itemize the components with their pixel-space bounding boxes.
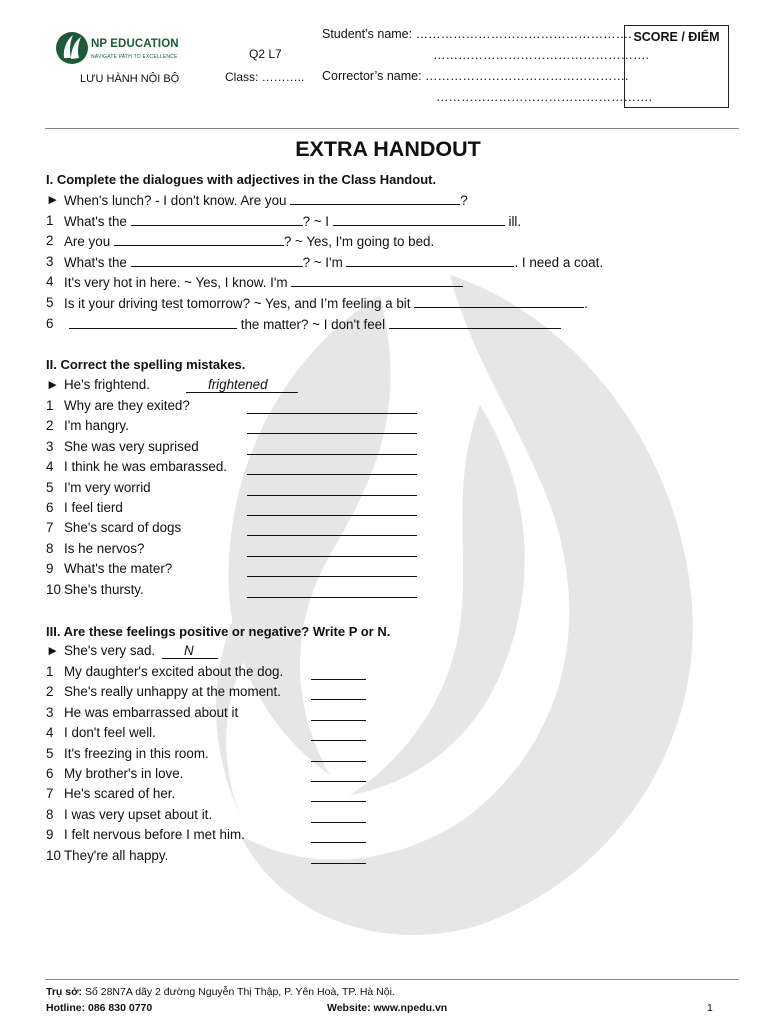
section2-item-text: I'm hangry. xyxy=(64,418,129,434)
section2-example-answer: frightened xyxy=(186,377,298,392)
footer-hotline: Hotline: 086 830 0770 xyxy=(46,1002,153,1014)
score-label: SCORE / ĐIỂM xyxy=(633,30,720,44)
class-field[interactable]: Class: ……….. xyxy=(225,70,305,84)
class-code: Q2 L7 xyxy=(249,47,282,61)
answer-blank[interactable] xyxy=(311,679,366,680)
item-number: 1 xyxy=(46,664,54,679)
answer-blank[interactable] xyxy=(290,192,460,205)
section3-item-text: My daughter's excited about the dog. xyxy=(64,664,284,679)
item-number: 8 xyxy=(46,540,54,556)
answer-blank[interactable] xyxy=(311,822,366,823)
footer-divider xyxy=(45,979,739,980)
item-number: 2 xyxy=(46,684,54,700)
score-box[interactable] xyxy=(624,25,729,108)
footer-address: Trụ sở: Số 28N7A dãy 2 đường Nguyễn Thị Thập, P. Yên Hoà, TP. Hà Nội. xyxy=(46,986,395,998)
item-number: 3 xyxy=(46,254,54,269)
item-number: 6 xyxy=(46,766,54,781)
section1-example: When's lunch? - I don't know. Are you ? xyxy=(64,193,468,208)
answer-blank[interactable] xyxy=(311,801,366,802)
answer-blank[interactable] xyxy=(311,761,366,762)
section1-item: It's very hot in here. ~ Yes, I know. I'm xyxy=(64,274,463,290)
section3-item-text: He's scared of her. xyxy=(64,786,176,802)
section2-example: He's frightend. xyxy=(64,377,150,392)
section2-item-text: Is he nervos? xyxy=(64,540,145,556)
item-number: 4 xyxy=(46,274,54,289)
item-number: 5 xyxy=(46,479,54,495)
section2-item-text: Why are they exited? xyxy=(64,398,190,413)
item-number: 9 xyxy=(46,827,54,843)
section2-item-text: I'm very worrid xyxy=(64,479,151,495)
student-name-field-cont[interactable]: ……………………………………………. xyxy=(433,48,649,62)
answer-blank[interactable] xyxy=(131,213,303,226)
brand-name: NP EDUCATION xyxy=(91,38,179,50)
footer-website[interactable]: Website: www.npedu.vn xyxy=(327,1002,448,1014)
answer-blank[interactable] xyxy=(69,316,237,329)
section1-item: Is it your driving test tomorrow? ~ Yes, and I’m feeling a bit . xyxy=(64,296,588,311)
section1-heading: I. Complete the dialogues with adjectives in the Class Handout. xyxy=(46,172,437,187)
answer-blank[interactable] xyxy=(311,781,366,782)
answer-blank[interactable] xyxy=(311,740,366,741)
answer-blank[interactable] xyxy=(291,274,463,287)
example-marker: ► xyxy=(46,643,60,658)
header-divider xyxy=(45,128,739,129)
answer-blank[interactable] xyxy=(114,233,284,246)
section3-item-text: It's freezing in this room. xyxy=(64,745,209,761)
np-education-leaf-icon xyxy=(55,30,89,66)
item-number: 5 xyxy=(46,745,54,761)
page-number: 1 xyxy=(707,1002,713,1014)
answer-blank[interactable] xyxy=(247,454,417,455)
answer-blank[interactable] xyxy=(247,556,417,557)
item-number: 1 xyxy=(46,213,54,228)
item-number: 3 xyxy=(46,704,54,720)
answer-blank[interactable] xyxy=(311,720,366,721)
page-title: EXTRA HANDOUT xyxy=(295,137,481,161)
section2-item-text: She's thursty. xyxy=(64,581,144,597)
answer-blank[interactable] xyxy=(247,495,417,496)
item-number: 7 xyxy=(46,786,54,802)
answer-blank[interactable] xyxy=(247,515,417,516)
section1-item: What's the ? ~ I ill. xyxy=(64,214,522,229)
corrector-name-field[interactable]: Corrector’s name: …………………………………………. xyxy=(322,69,629,83)
answer-blank[interactable] xyxy=(346,254,514,267)
section2-item-text: She's scard of dogs xyxy=(64,520,182,536)
item-number: 8 xyxy=(46,806,54,822)
item-number: 10 xyxy=(46,581,61,597)
item-number: 6 xyxy=(46,500,54,515)
section3-item-text: They're all happy. xyxy=(64,847,169,863)
item-number: 4 xyxy=(46,725,54,741)
corrector-name-field-cont[interactable]: ……………………………………………. xyxy=(436,90,652,104)
section3-item-text: He was embarrassed about it xyxy=(64,704,239,720)
answer-blank[interactable] xyxy=(247,597,417,598)
answer-blank[interactable] xyxy=(247,576,417,577)
section1-item: Are you ? ~ Yes, I'm going to bed. xyxy=(64,234,435,249)
section3-item-text: She's really unhappy at the moment. xyxy=(64,684,281,700)
internal-circulation-label: LƯU HÀNH NỘI BỘ xyxy=(80,73,180,85)
section1-item: the matter? ~ I don't feel xyxy=(69,316,561,332)
section1-item: What's the ? ~ I'm . I need a coat. xyxy=(64,255,604,270)
item-number: 7 xyxy=(46,520,54,536)
item-number: 9 xyxy=(46,561,54,577)
section3-item-text: I don't feel well. xyxy=(64,725,156,741)
section3-heading: III. Are these feelings positive or negative? Write P or N. xyxy=(46,624,391,639)
answer-blank[interactable] xyxy=(131,254,303,267)
answer-blank[interactable] xyxy=(311,699,366,700)
section3-item-text: I was very upset about it. xyxy=(64,806,213,822)
section2-item-text: She was very suprised xyxy=(64,438,199,454)
example-marker: ► xyxy=(46,192,60,207)
answer-blank[interactable] xyxy=(247,474,417,475)
answer-blank[interactable] xyxy=(414,295,584,308)
section3-item-text: I felt nervous before I met him. xyxy=(64,827,245,843)
item-number: 10 xyxy=(46,847,61,863)
section3-item-text: My brother's in love. xyxy=(64,766,184,781)
item-number: 2 xyxy=(46,233,54,248)
section2-heading: II. Correct the spelling mistakes. xyxy=(46,357,246,372)
answer-blank[interactable] xyxy=(247,535,417,536)
example-marker: ► xyxy=(46,377,60,392)
item-number: 4 xyxy=(46,459,54,475)
answer-blank[interactable] xyxy=(311,842,366,843)
section2-item-text: I think he was embarassed. xyxy=(64,459,228,475)
section3-example-answer: N xyxy=(162,643,218,658)
item-number: 1 xyxy=(46,398,54,413)
item-number: 6 xyxy=(46,316,54,331)
item-number: 2 xyxy=(46,418,54,434)
section3-example: She's very sad. xyxy=(64,643,156,658)
item-number: 3 xyxy=(46,438,54,454)
item-number: 5 xyxy=(46,295,54,310)
section2-item-text: I feel tierd xyxy=(64,500,123,515)
answer-blank[interactable] xyxy=(247,433,417,434)
answer-blank[interactable] xyxy=(311,863,366,864)
answer-blank[interactable] xyxy=(247,413,417,414)
brand-logo xyxy=(55,30,215,70)
section2-item-text: What's the mater? xyxy=(64,561,173,577)
brand-tagline: NAVIGATE PATH TO EXCELLENCE xyxy=(91,54,178,60)
student-name-field[interactable]: Student’s name: ……………………………………………. xyxy=(322,27,632,41)
answer-blank[interactable] xyxy=(389,316,561,329)
answer-blank[interactable] xyxy=(333,213,505,226)
